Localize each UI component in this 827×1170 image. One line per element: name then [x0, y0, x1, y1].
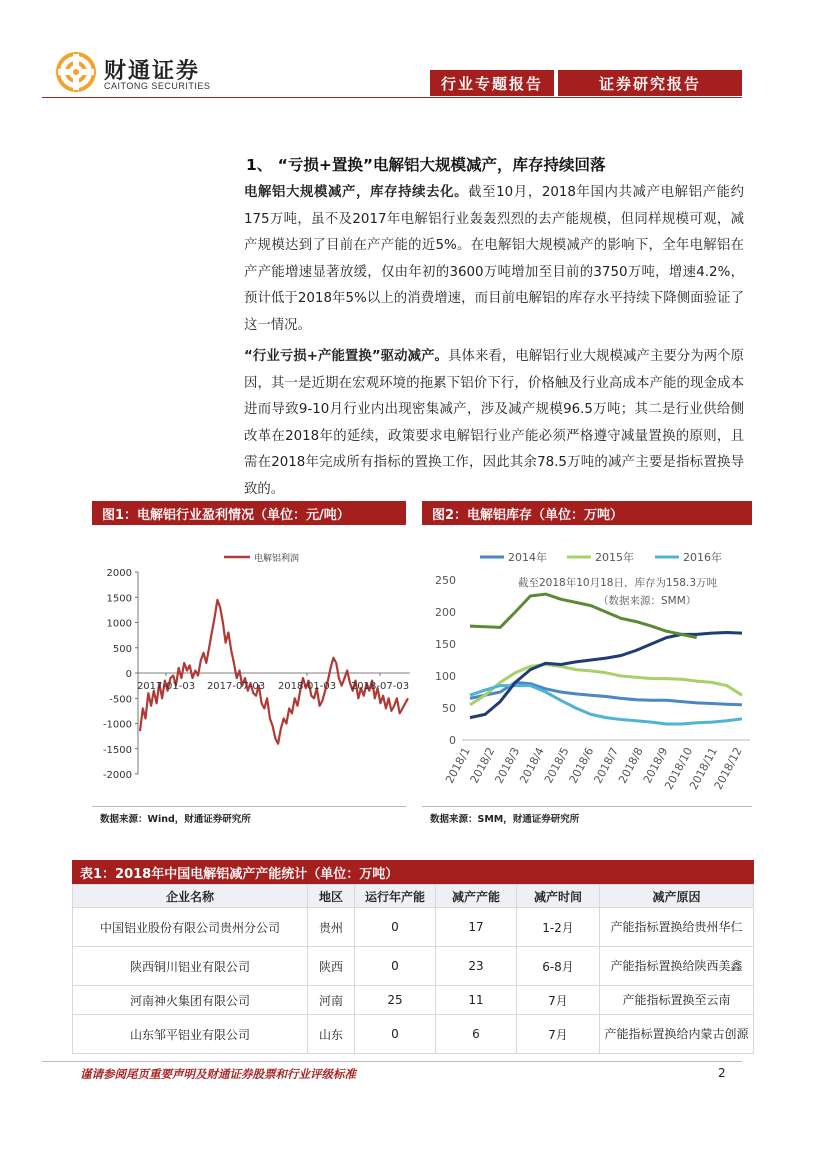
table-row: [73, 908, 754, 947]
x-tick-label: 2018/9: [640, 745, 671, 786]
section-title: 1、 “亏损+置换”电解铝大规模减产，库存持续回落: [246, 156, 606, 174]
x-tick-label: 2018/5: [541, 745, 572, 786]
y-tick-label: 500: [112, 643, 132, 655]
col-region: 地区: [308, 885, 355, 908]
x-tick-label: 2018/7: [591, 745, 622, 786]
inventory-series-line-2: [470, 686, 742, 724]
x-tick-label: 2018/1: [443, 745, 473, 786]
col-cut-reason: 减产原因: [600, 885, 754, 908]
legend-label: 2014年: [508, 551, 547, 564]
table-header-row: [73, 885, 754, 908]
col-cut-capacity: 减产产能: [436, 885, 517, 908]
y-tick-label: 150: [435, 638, 456, 651]
cell-running-capacity: 25: [355, 986, 436, 1015]
x-tick-label: 2018/2: [467, 745, 498, 786]
cell-cut-reason: 产能指标置换给陕西美鑫: [600, 947, 754, 986]
figure-1-source: 数据来源：Wind，财通证券研究所: [100, 814, 251, 825]
y-tick-label: 2000: [106, 568, 132, 579]
x-tick-label: 2018/8: [616, 745, 646, 786]
x-tick-label: 2018/12: [711, 745, 745, 792]
cell-cut-capacity: 23: [436, 947, 517, 986]
y-tick-label: -500: [109, 694, 132, 706]
inventory-annotation: 截至2018年10月18日，库存为158.3万吨: [518, 577, 718, 589]
y-tick-label: -1500: [102, 744, 132, 756]
paragraph-2: [244, 344, 744, 503]
header-divider: [42, 97, 742, 98]
brand-name-en: CAITONG SECURITIES: [104, 81, 211, 91]
legend-label: 电解铝利润: [254, 554, 300, 564]
cell-cut-capacity: 6: [436, 1015, 517, 1054]
cell-company: 山东邹平铝业有限公司: [73, 1015, 308, 1054]
cell-cut-time: 1-2月: [517, 908, 600, 947]
cell-running-capacity: 0: [355, 908, 436, 947]
x-tick-label: 2018/6: [566, 745, 597, 786]
legend-label: 2016年: [683, 551, 722, 564]
capacity-cut-table: [72, 884, 754, 1054]
inventory-annotation: （数据来源：SMM）: [598, 595, 697, 607]
cell-cut-time: 6-8月: [517, 947, 600, 986]
footer-divider: [42, 1061, 742, 1062]
x-tick-label: 2018-07-03: [350, 681, 410, 692]
y-tick-label: 200: [435, 606, 456, 619]
x-tick-label: 2018-01-03: [277, 681, 337, 692]
y-tick-label: -2000: [102, 770, 132, 781]
paragraph-1-lead: 电解铝大规模减产，库存持续去化。: [244, 185, 469, 200]
x-tick-label: 2018/10: [662, 745, 696, 792]
footer-disclaimer: 谨请参阅尾页重要声明及财通证券股票和行业评级标准: [80, 1067, 356, 1081]
cell-company: 河南神火集团有限公司: [73, 986, 308, 1015]
col-running-capacity: 运行年产能: [355, 885, 436, 908]
cell-company: 陕西铜川铝业有限公司: [73, 947, 308, 986]
cell-cut-time: 7月: [517, 1015, 600, 1054]
cell-cut-reason: 产能指标置换给内蒙古创源: [600, 1015, 754, 1054]
col-company: 企业名称: [73, 885, 308, 908]
figure-2-source: 数据来源：SMM，财通证券研究所: [430, 814, 580, 825]
paragraph-2-body: 具体来看，电解铝行业大规模减产主要分为两个原因，其一是近期在宏观环境的拖累下铝价下行，价格触及行业高成本产能的现金成本进而导致9-10月行业内出现密集减产，涉及减产规模96.5万吨；其二是行业供给侧改革在2018年的延续，政策要求电解铝行业产能必须严格遵守减量置换的原则，且需在2018年完成所有指标的置换工作，因此其余78.5万吨的减产主要是指标置换导致的。: [244, 349, 744, 497]
page-number: 2: [718, 1066, 726, 1080]
y-tick-label: 0: [125, 669, 132, 680]
table-row: [73, 986, 754, 1015]
x-tick-label: 2017-01-03: [136, 681, 196, 692]
legend-label: 2015年: [595, 551, 634, 564]
cell-cut-time: 7月: [517, 986, 600, 1015]
col-cut-time: 减产时间: [517, 885, 600, 908]
inventory-line-chart: [422, 528, 754, 803]
y-tick-label: 0: [449, 734, 456, 747]
caitong-logo-icon: [56, 52, 96, 92]
cell-cut-reason: 产能指标置换给贵州华仁: [600, 908, 754, 947]
cell-cut-reason: 产能指标置换至云南: [600, 986, 754, 1015]
paragraph-2-lead: “行业亏损+产能置换”驱动减产。: [244, 349, 448, 364]
y-tick-label: 1000: [106, 618, 132, 630]
table-1-title: 表1：2018年中国电解铝减产产能统计（单位：万吨）: [72, 860, 754, 884]
y-tick-label: 1500: [106, 593, 132, 605]
cell-running-capacity: 0: [355, 947, 436, 986]
cell-region: 贵州: [308, 908, 355, 947]
x-tick-label: 2018/11: [687, 745, 720, 792]
cell-running-capacity: 0: [355, 1015, 436, 1054]
report-category-tag: 证券研究报告: [558, 70, 742, 96]
x-tick-label: 2017-07-03: [206, 681, 266, 692]
paragraph-1: [244, 180, 744, 339]
brand-name-cn: 财通证券: [104, 59, 201, 84]
y-tick-label: 250: [435, 574, 456, 587]
figure-1-divider: [92, 806, 406, 807]
profit-line-chart: [92, 528, 412, 803]
y-tick-label: 50: [442, 702, 456, 715]
profit-series-line: [140, 600, 408, 744]
table-row: [73, 947, 754, 986]
y-tick-label: -1000: [102, 719, 132, 731]
table-row: [73, 1015, 754, 1054]
y-tick-label: 100: [435, 670, 456, 683]
paragraph-1-body: 截至10月，2018年国内共减产电解铝产能约175万吨，虽不及2017年电解铝行业轰轰烈烈的去产能规模，但同样规模可观，减产规模达到了目前在产产能的近5%。在电解铝大规模减产的影响下，全年电解铝在产产能增速显著放缓，仅由年初的3600万吨增加至目前的3750万吨，增速4.2%，预计低于2018年5%以上的消费增速，而目前电解铝的库存水平持续下降侧面验证了这一情况。: [244, 185, 745, 333]
x-tick-label: 2018/4: [517, 745, 547, 786]
figure-2-divider: [422, 806, 752, 807]
cell-region: 山东: [308, 1015, 355, 1054]
figure-1-title: 图1：电解铝行业盈利情况（单位：元/吨）: [92, 501, 406, 525]
cell-cut-capacity: 11: [436, 986, 517, 1015]
figure-2-title: 图2：电解铝库存（单位：万吨）: [422, 501, 752, 525]
x-tick-label: 2018/3: [492, 745, 523, 786]
cell-region: 陕西: [308, 947, 355, 986]
cell-company: 中国铝业股份有限公司贵州分公司: [73, 908, 308, 947]
cell-region: 河南: [308, 986, 355, 1015]
report-type-tag: 行业专题报告: [430, 70, 554, 96]
cell-cut-capacity: 17: [436, 908, 517, 947]
